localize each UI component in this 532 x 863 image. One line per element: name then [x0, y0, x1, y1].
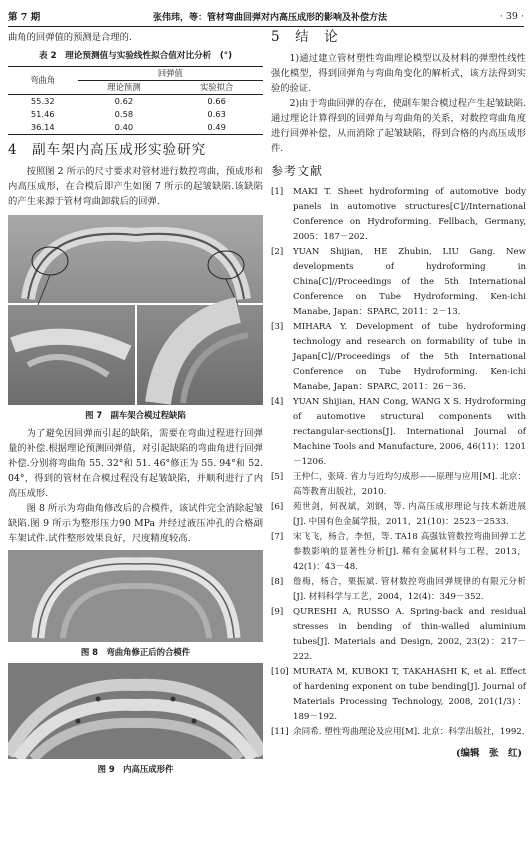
ref-number: [2] [271, 247, 284, 257]
ref-text: YUAN Shijian, HAN Cong, WANG X S. Hydroforming of automotive structural components with rectangular-sections[J]. International Journal of Machine Tools and Manufacture, 2006, 46(11)：1201－1206. [293, 397, 526, 467]
paragraph: 1)通过建立管材塑性弯曲理论模型以及材料的弹塑性线性强化模型，得到回弹角与弯曲角变化的解析式，该方法得到实验的验证. [271, 53, 526, 94]
col-header-angle: 弯曲角 [8, 67, 78, 95]
cell: 0.40 [114, 122, 134, 132]
reference-item [271, 665, 526, 725]
ref-text: 宋飞飞，杨合，李恒，等. TA18 高强钛管数控弯曲回弹工艺参数影响的显著性分析[J]. 稀有金属材料与工程，2013，42(1)：43－48. [293, 532, 526, 572]
table-row [8, 121, 263, 135]
reference-item [271, 320, 526, 395]
figure-8-photo [8, 550, 263, 642]
ref-text: 詹梅，杨合，栗振斌. 管材数控弯曲回弹规律的有限元分析[J]. 材料科学与工艺，2004，12(4)：349－352. [293, 577, 526, 602]
paragraph: 为了避免因回弹而引起的缺陷，需要在弯曲过程进行回弹量的补偿.根据理论预测回弹值，对引起缺陷的弯曲角进行回弹补偿.分别将弯曲角 55. 32°和 51. 46°修正为 55. 94°和 52. 04°，得到的管材在合模过程没有起皱缺陷，并顺利进行了内高压成形. [8, 428, 263, 499]
cell: 51.46 [30, 109, 55, 119]
paragraph: 图 8 所示为弯曲角修改后的合模件，该试件完全消除起皱缺陷.图 9 所示为整形压力90 MPa 并经过液压冲孔的合格副车架试件.试件整形效果良好，尺度精度较高. [8, 503, 263, 544]
figure-9-photo [8, 663, 263, 759]
figure-7-caption: 图 7 副车架合模过程缺陷 [85, 410, 186, 420]
col-header-exp: 实验拟合 [200, 82, 234, 92]
ref-text: QURESHI A, RUSSO A. Spring-back and residual stresses in bending of thin-walled aluminium tubes[J]. Materials and Design, 2002, 23(2)：217－222. [293, 607, 526, 662]
col-header-springback: 回弹值 [78, 67, 263, 81]
cell: 0.58 [114, 109, 134, 119]
ref-text: 余同希. 塑性弯曲理论及应用[M]. 北京：科学出版社，1992. [293, 727, 525, 737]
reference-item [271, 185, 526, 245]
table-row [8, 108, 263, 121]
reference-item [271, 500, 526, 530]
ref-text: MIHARA Y. Development of tube hydroforming technology and research on formability of tube in Japan[C]//Proceedings of the 5th International Conference on Tube Hydroforming. Ken-ichi Manabe, Japan：SPARC, 2011：26－36. [293, 322, 526, 392]
reference-item [271, 530, 526, 575]
cell: 0.63 [207, 109, 226, 119]
reference-item [271, 605, 526, 665]
left-column [8, 30, 263, 780]
figure-7-photo [8, 215, 263, 405]
reference-list [271, 185, 526, 740]
cell: 0.66 [207, 96, 226, 106]
ref-number: [10] [271, 667, 289, 677]
running-title: 张伟玮，等：管材弯曲回弹对内高压成形的影响及补偿方法 [153, 12, 388, 23]
ref-text: 王仲仁，张琦. 省力与近均匀成形——原理与应用[M]. 北京：高等教育出版社，2010. [293, 472, 526, 497]
paragraph: 按照图 2 所示的尺寸要求对管材进行数控弯曲，预成形和内高压成形，在合模后即产生如图 7 所示的起皱缺陷.该缺陷的产生来源于管材弯曲卸载后的回弹. [8, 166, 263, 207]
table-caption: 表 2 理论预测值与实验线性拟合值对比分析 (°) [39, 51, 232, 61]
cell: 55.32 [30, 96, 55, 106]
reference-item [271, 470, 526, 500]
ref-number: [6] [271, 502, 284, 512]
reference-item [271, 395, 526, 470]
page-number: · 39 · [499, 10, 524, 22]
ref-number: [1] [271, 187, 284, 197]
cell: 0.49 [207, 122, 226, 132]
reference-item [271, 725, 526, 740]
ref-text: MAKI T. Sheet hydroforming of automotive body panels in automotive structures[C]//International Conference on Hydroforming. Fellbach, Germany, 2005：187－202. [293, 187, 526, 242]
editor-note: (编辑 张 红) [456, 748, 522, 759]
comparison-table [8, 66, 263, 135]
running-header [8, 6, 524, 27]
paragraph: 曲角的回弹值的预测是合理的. [8, 32, 132, 43]
ref-text: MURATA M, KUBOKI T, TAKAHASHI K, et al. Effect of hardening exponent on tube bending[J]. Journal of Materials Processing Technology, 2008, 201(1/3)：189－192. [293, 667, 526, 722]
cell: 36.14 [30, 122, 55, 132]
ref-number: [7] [271, 532, 284, 542]
ref-text: YUAN Shijian, HE Zhubin, LIU Gang. New developments of hydroforming in China[C]//Proceedings of the 5th International Conference on Tube Hydroforming. Ken-ichi Manabe, Japan：SPARC, 2011：2－13. [293, 247, 526, 317]
ref-number: [9] [271, 607, 284, 617]
reference-item [271, 575, 526, 605]
figure-8-caption: 图 8 弯曲角修正后的合模件 [80, 647, 191, 657]
ref-text: 苑世剑，何祝斌，刘钢，等. 内高压成形理论与技术新进展[J]. 中国有色金属学报，2011，21(10)：2523－2533. [293, 502, 526, 527]
section-heading: 4 副车架内高压成形实验研究 [8, 142, 207, 158]
right-column [271, 30, 526, 761]
ref-number: [5] [271, 472, 284, 482]
col-header-theory: 理论预测 [107, 82, 141, 92]
issue-number: 第 7 期 [8, 12, 41, 23]
figure-9-caption: 图 9 内高压成形件 [97, 764, 174, 774]
table-row [8, 95, 263, 109]
ref-number: [11] [271, 727, 289, 737]
section-heading: 5 结 论 [271, 29, 339, 45]
ref-number: [4] [271, 397, 284, 407]
ref-number: [8] [271, 577, 284, 587]
paragraph: 2)由于弯曲回弹的存在，使副车架合模过程产生起皱缺陷.通过理论计算得到的回弹角与弯曲角的关系，对数控弯曲角度进行回弹补偿，从而消除了起皱缺陷，得到合格的内高压成形件. [271, 98, 526, 154]
references-heading: 参考文献 [271, 164, 324, 178]
cell: 0.62 [114, 96, 134, 106]
reference-item [271, 245, 526, 320]
ref-number: [3] [271, 322, 284, 332]
